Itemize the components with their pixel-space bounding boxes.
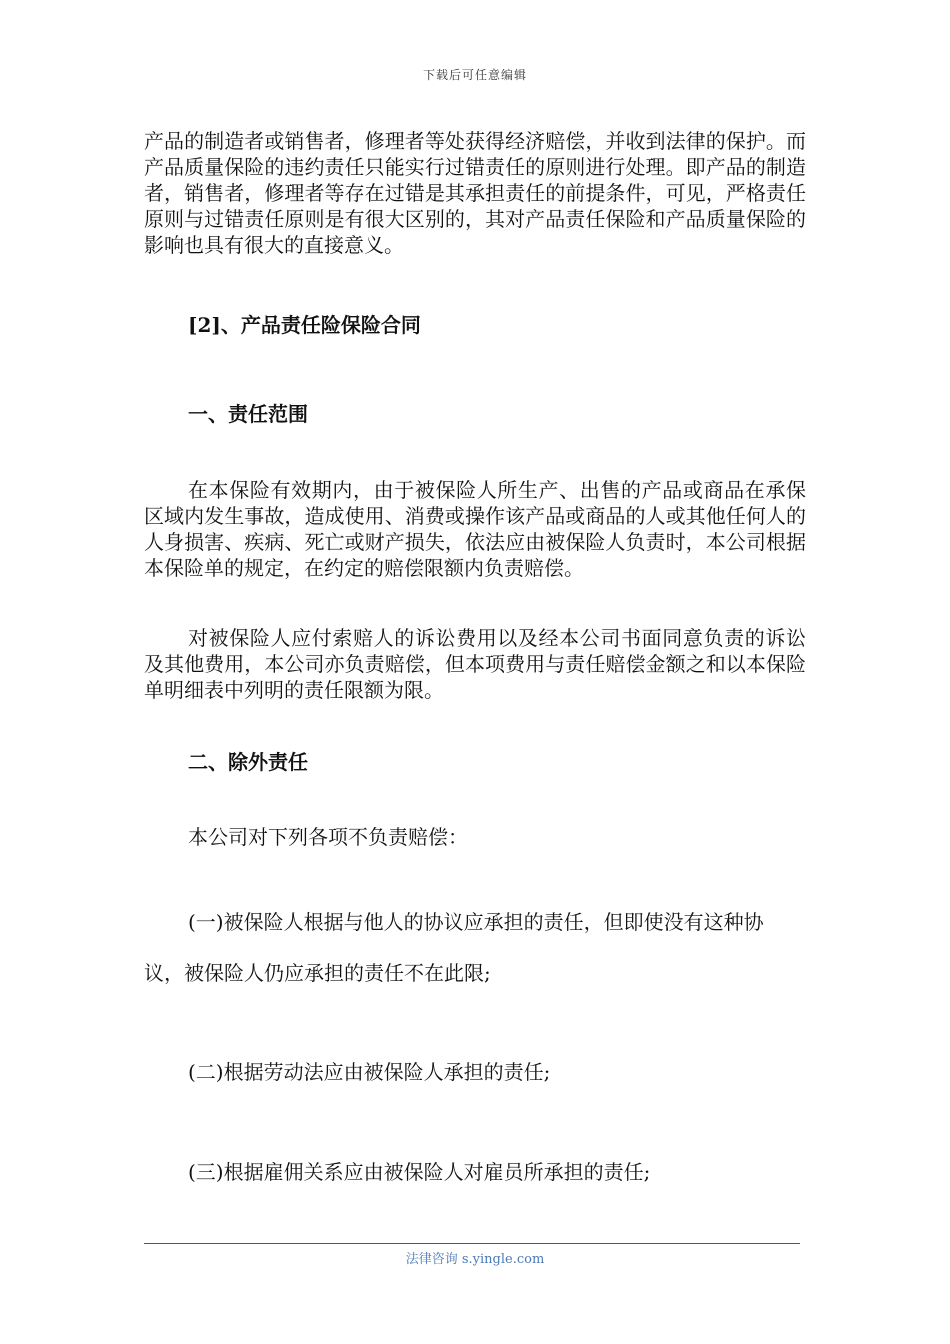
exclusions-intro: 本公司对下列各项不负责赔偿： (188, 825, 468, 849)
exclusion-item-1-line-1: (一)被保险人根据与他人的协议应承担的责任，但即使没有这种协 (188, 910, 764, 934)
paragraph-intro: 产品的制造者或销售者，修理者等处获得经济赔偿，并收到法律的保护。而产品质量保险的违约责任只能实行过错责任的原则进行处理。即产品的制造者，销售者，修理者等存在过错是其承担责任的前提条件，可见，严格责任原则与过错责任原则是有很大区别的，其对产品责任保险和产品质量保险的影响也具有很大的直接意义。 (144, 129, 806, 257)
heading-exclusions: 二、除外责任 (188, 750, 308, 774)
header-note: 下载后可任意编辑 (422, 68, 527, 82)
footer-divider (144, 1243, 800, 1244)
footer-link[interactable]: 法律咨询 s.yingle.com (405, 1252, 545, 1267)
exclusion-item-2: (二)根据劳动法应由被保险人承担的责任; (188, 1060, 551, 1084)
heading-contract: [2]、产品责任险保险合同 (188, 313, 421, 337)
paragraph-scope-2: 对被保险人应付索赔人的诉讼费用以及经本公司书面同意负责的诉讼及其他费用，本公司亦负责赔偿，但本项费用与责任赔偿金额之和以本保险单明细表中列明的责任限额为限。 (144, 626, 806, 702)
exclusion-item-1-line-2: 议，被保险人仍应承担的责任不在此限; (144, 961, 491, 985)
exclusion-item-3: (三)根据雇佣关系应由被保险人对雇员所承担的责任; (188, 1160, 651, 1184)
paragraph-scope-1: 在本保险有效期内，由于被保险人所生产、出售的产品或商品在承保区域内发生事故，造成使用、消费或操作该产品或商品的人或其他任何人的人身损害、疾病、死亡或财产损失，依法应由被保险人负责时，本公司根据本保险单的规定，在约定的赔偿限额内负责赔偿。 (144, 478, 806, 580)
heading-scope: 一、责任范围 (188, 402, 308, 426)
